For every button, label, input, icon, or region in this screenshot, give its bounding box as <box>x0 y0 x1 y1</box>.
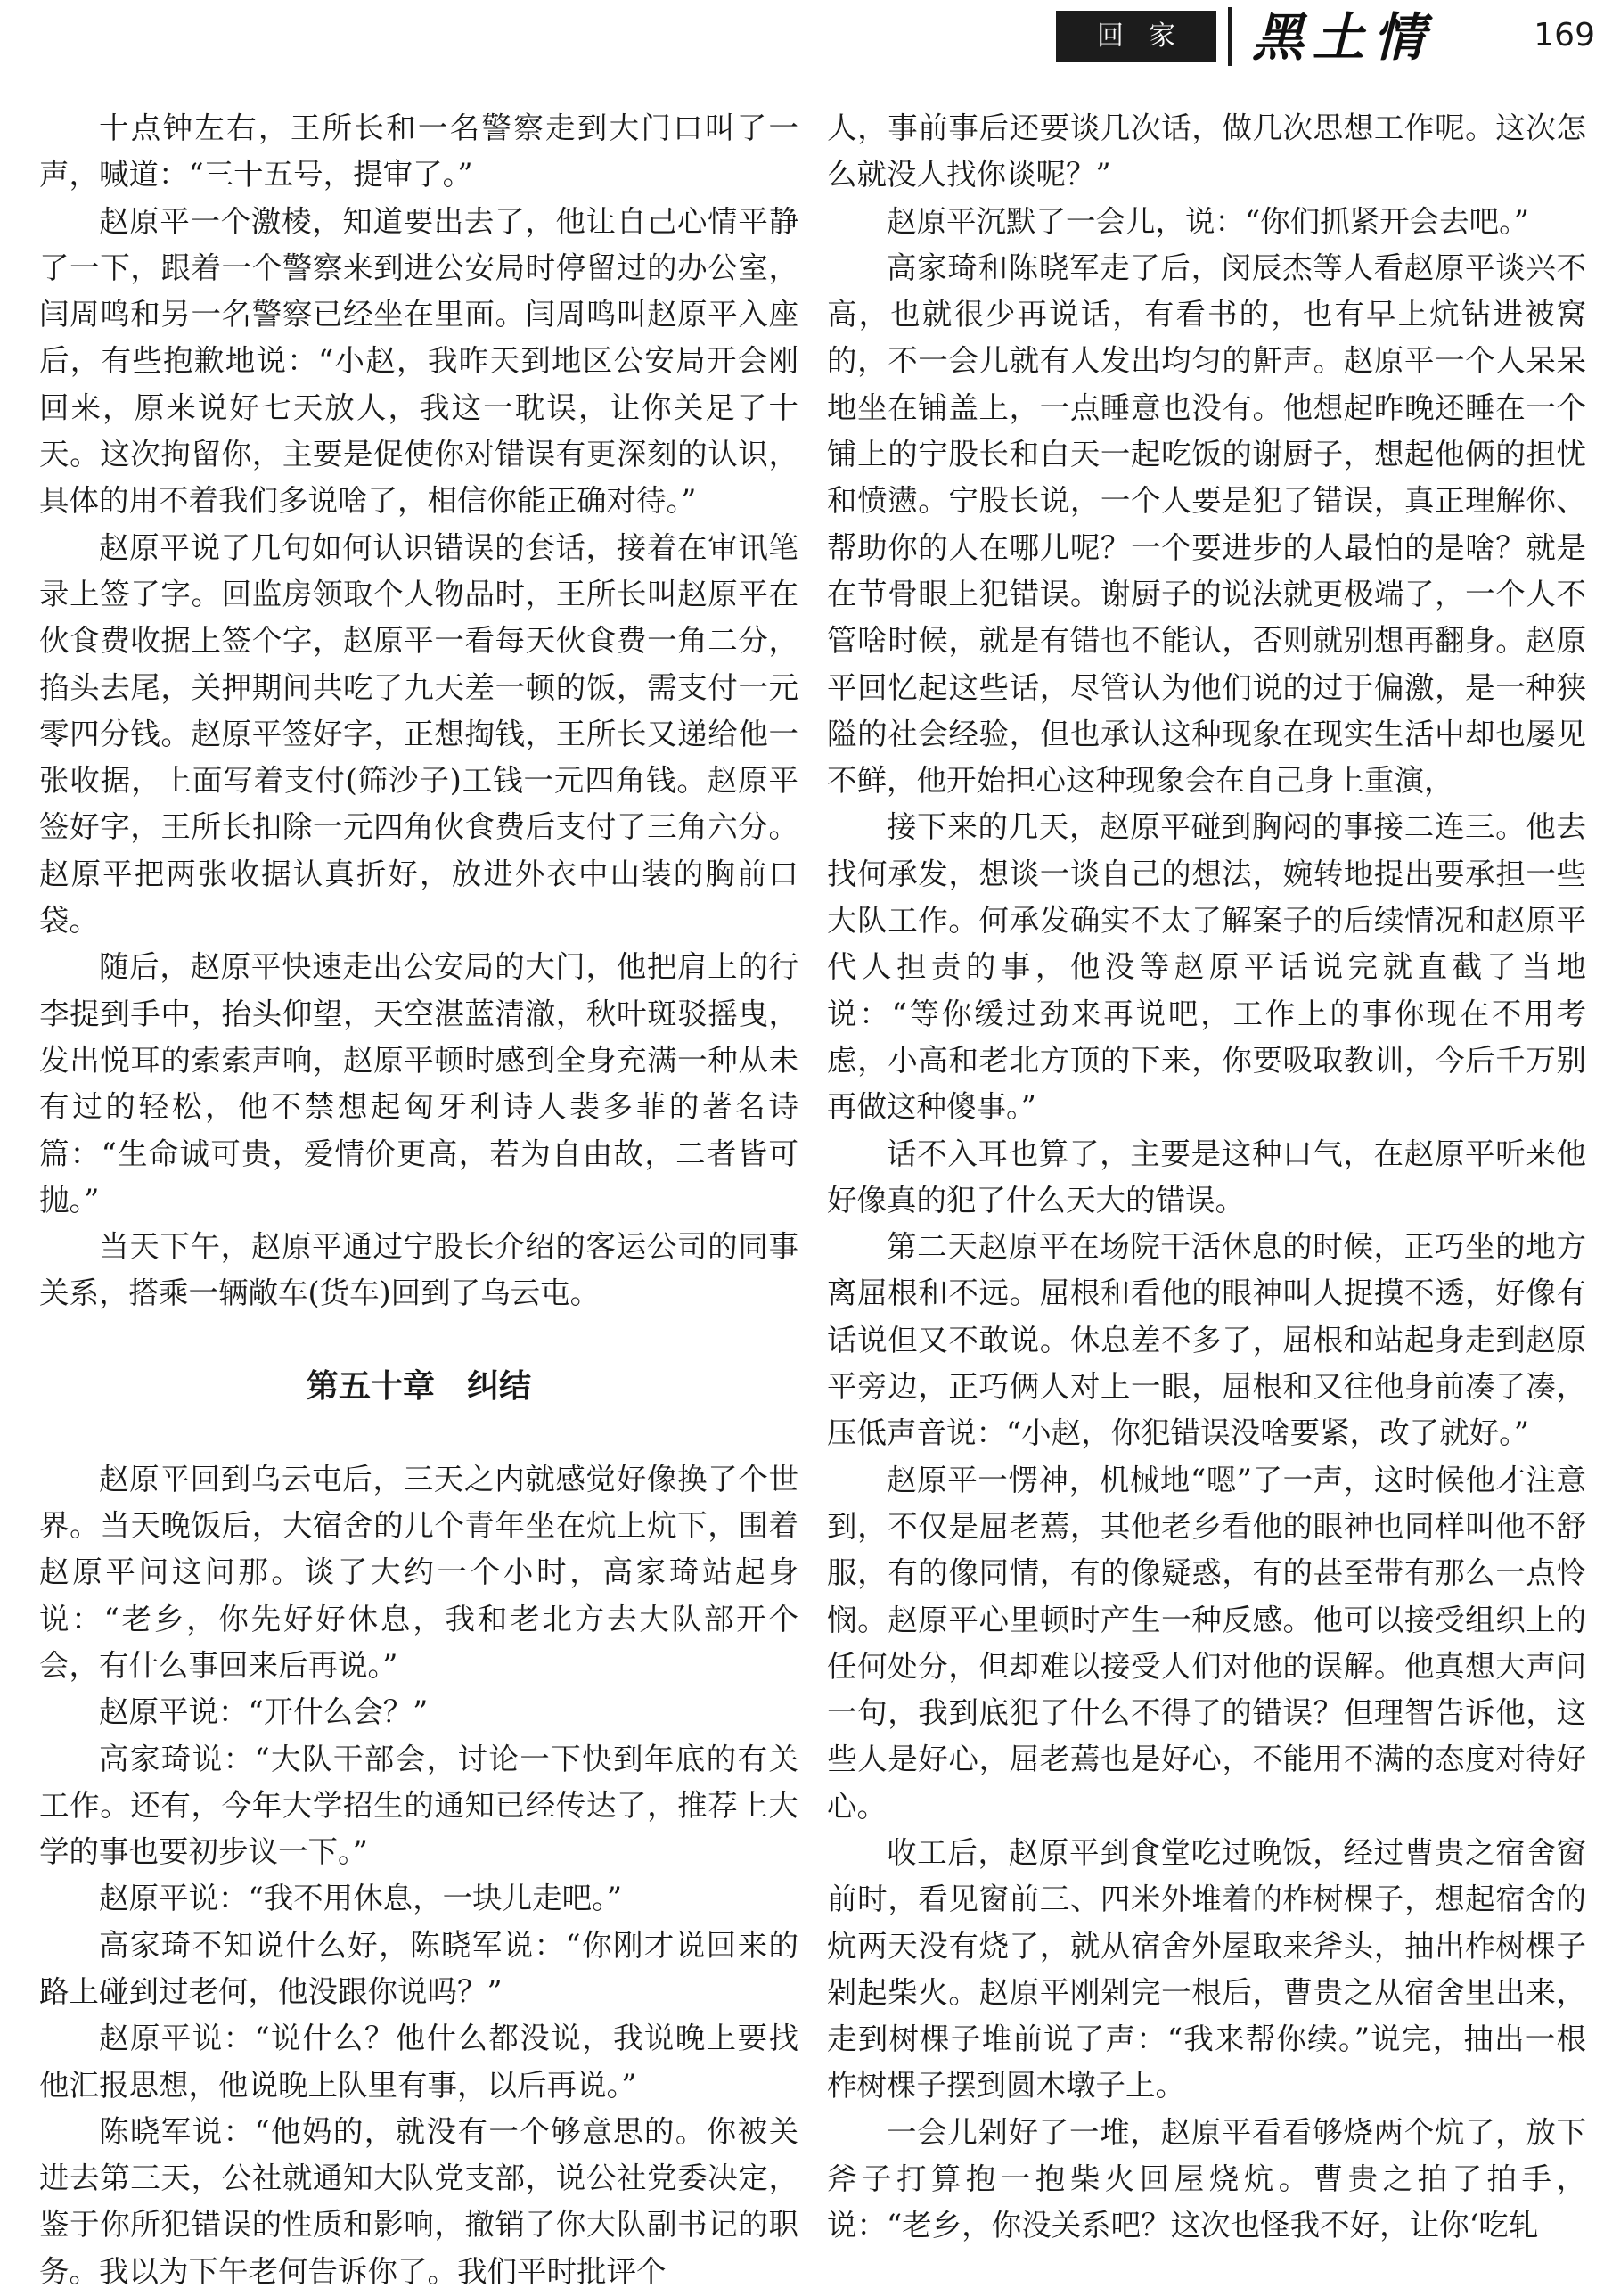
paragraph: 赵原平说：“我不用休息，一块儿走吧。” <box>99 1881 623 1916</box>
paragraph: 当天下午，赵原平通过宁股长介绍的客运公司的同事关系，搭乘一辆敞车(货车)回到了乌云屯。 <box>39 1229 798 1311</box>
paragraph: 随后，赵原平快速走出公安局的大门，他把肩上的行李提到手中，抬头仰望，天空湛蓝清澈，秋叶斑驳摇曳，发出悦耳的索索声响，赵原平顿时感到全身充满一种从未有过的轻松，他不禁想起匈牙利诗人裴多菲的著名诗篇：“生命诚可贵，爱情价更高，若为自由故，二者皆可抛。” <box>39 949 798 1218</box>
paragraph: 赵原平说：“开什么会？” <box>99 1694 429 1730</box>
paragraph: 收工后，赵原平到食堂吃过晚饭，经过曹贵之宿舍窗前时，看见窗前三、四米外堆着的柞树棵子，想起宿舍的炕两天没有烧了，就从宿舍外屋取来斧头，抽出柞树棵子剁起柴火。赵原平刚剁完一根后，曹贵之从宿舍里出来，走到树棵子堆前说了声：“我来帮你续。”说完，抽出一根柞树棵子摆到圆木墩子上。 <box>827 1834 1586 2103</box>
paragraph: 陈晓军说：“他妈的，就没有一个够意思的。你被关进去第三天，公社就通知大队党支部，说公社党委决定，鉴于你所犯错误的性质和影响，撤销了你大队副书记的职务。我以为下午老何告诉你了。我们平时批评个 <box>39 2113 798 2289</box>
paragraph: 赵原平说：“说什么？他什么都没说，我说晚上要找他汇报思想，他说晚上队里有事，以后再说。” <box>39 2021 798 2103</box>
paragraph: 赵原平沉默了一会儿，说：“你们抓紧开会去吧。” <box>887 203 1530 239</box>
chapter-title: 第五十章 纠结 <box>306 1367 531 1405</box>
page-number: 169 <box>1534 17 1595 53</box>
right-column <box>827 105 1586 2289</box>
header-divider <box>1228 7 1232 66</box>
paragraph: 赵原平回到乌云屯后，三天之内就感觉好像换了个世界。当天晚饭后，大宿舍的几个青年坐在炕上炕下，围着赵原平问这问那。谈了大约一个小时，高家琦站起身说：“老乡，你先好好休息，我和老北方去大队部开个会，有什么事回来后再说。” <box>39 1461 798 1683</box>
left-column <box>39 105 798 2289</box>
magazine-logo: 黑土情 <box>1252 7 1435 68</box>
paragraph: 高家琦和陈晓军走了后，闵辰杰等人看赵原平谈兴不高，也就很少再说话，有看书的，也有早上炕钻进被窝的，不一会儿就有人发出均匀的鼾声。赵原平一个人呆呆地坐在铺盖上，一点睡意也没有。他想起昨晚还睡在一个铺上的宁股长和白天一起吃饭的谢厨子，想起他俩的担忧和愤懑。宁股长说，一个人要是犯了错误，真正理解你、帮助你的人在哪儿呢？一个要进步的人最怕的是啥？就是在节骨眼上犯错误。谢厨子的说法就更极端了，一个人不管啥时候，就是有错也不能认，否则就别想再翻身。赵原平回忆起这些话，尽管认为他们说的过于偏激，是一种狭隘的社会经验，但也承认这种现象在现实生活中却也屡见不鲜，他开始担心这种现象会在自己身上重演， <box>827 250 1586 799</box>
paragraph: 高家琦说：“大队干部会，讨论一下快到年底的有关工作。还有，今年大学招生的通知已经传达了，推荐上大学的事也要初步议一下。” <box>39 1741 798 1870</box>
paragraph: 赵原平一愣神，机械地“嗯”了一声，这时候他才注意到，不仅是屈老蔫，其他老乡看他的眼神也同样叫他不舒服，有的像同情，有的像疑惑，有的甚至带有那么一点怜悯。赵原平心里顿时产生一种反感。他可以接受组织上的任何处分，但却难以接受人们对他的误解。他真想大声问一句，我到底犯了什么不得了的错误？但理智告诉他，这些人是好心，屈老蔫也是好心，不能用不满的态度对待好心。 <box>827 1462 1586 1824</box>
paragraph: 接下来的几天，赵原平碰到胸闷的事接二连三。他去找何承发，想谈一谈自己的想法，婉转地提出要承担一些大队工作。何承发确实不太了解案子的后续情况和赵原平代人担责的事，他没等赵原平话说完就直截了当地说：“等你缓过劲来再说吧，工作上的事你现在不用考虑，小高和老北方顶的下来，你要吸取教训，今后千万别再做这种傻事。” <box>827 809 1586 1125</box>
paragraph: 赵原平一个激棱，知道要出去了，他让自己心情平静了一下，跟着一个警察来到进公安局时停留过的办公室，闫周鸣和另一名警察已经坐在里面。闫周鸣叫赵原平入座后，有些抱歉地说：“小赵，我昨天到地区公安局开会刚回来，原来说好七天放人，我这一耽误，让你关足了十天。这次拘留你，主要是促使你对错误有更深刻的认识，具体的用不着我们多说啥了，相信你能正确对待。” <box>39 203 798 519</box>
paragraph: 高家琦不知说什么好，陈晓军说：“你刚才说回来的路上碰到过老何，他没跟你说吗？” <box>39 1927 798 2009</box>
paragraph: 一会儿剁好了一堆，赵原平看看够烧两个炕了，放下斧子打算抱一抱柴火回屋烧炕。曹贵之拍了拍手，说：“老乡，你没关系吧？这次也怪我不好，让你‘吃轧 <box>827 2114 1586 2243</box>
paragraph: 赵原平说了几句如何认识错误的套话，接着在审讯笔录上签了字。回监房领取个人物品时，王所长叫赵原平在伙食费收据上签个字，赵原平一看每天伙食费一角二分，掐头去尾，关押期间共吃了九天差一顿的饭，需支付一元零四分钱。赵原平签好字，正想掏钱，王所长又递给他一张收据，上面写着支付(筛沙子)工钱一元四角钱。赵原平签好字，王所长扣除一元四角伙食费后支付了三角六分。赵原平把两张收据认真折好，放进外衣中山装的胸前口袋。 <box>39 529 798 939</box>
paragraph: 第二天赵原平在场院干活休息的时候，正巧坐的地方离屈根和不远。屈根和看他的眼神叫人捉摸不透，好像有话说但又不敢说。休息差不多了，屈根和站起身走到赵原平旁边，正巧俩人对上一眼，屈根和又往他身前凑了凑，压低声音说：“小赵，你犯错误没啥要紧，改了就好。” <box>827 1229 1586 1451</box>
paragraph: 十点钟左右，王所长和一名警察走到大门口叫了一声，喊道：“三十五号，提审了。” <box>39 111 798 193</box>
paragraph: 话不入耳也算了，主要是这种口气，在赵原平听来他好像真的犯了什么天大的错误。 <box>827 1136 1586 1218</box>
paragraph-continuation: 人，事前事后还要谈几次话，做几次思想工作呢。这次怎么就没人找你谈呢？” <box>827 111 1586 193</box>
section-tag: 回家 <box>1056 11 1216 62</box>
page-header <box>0 0 1604 80</box>
